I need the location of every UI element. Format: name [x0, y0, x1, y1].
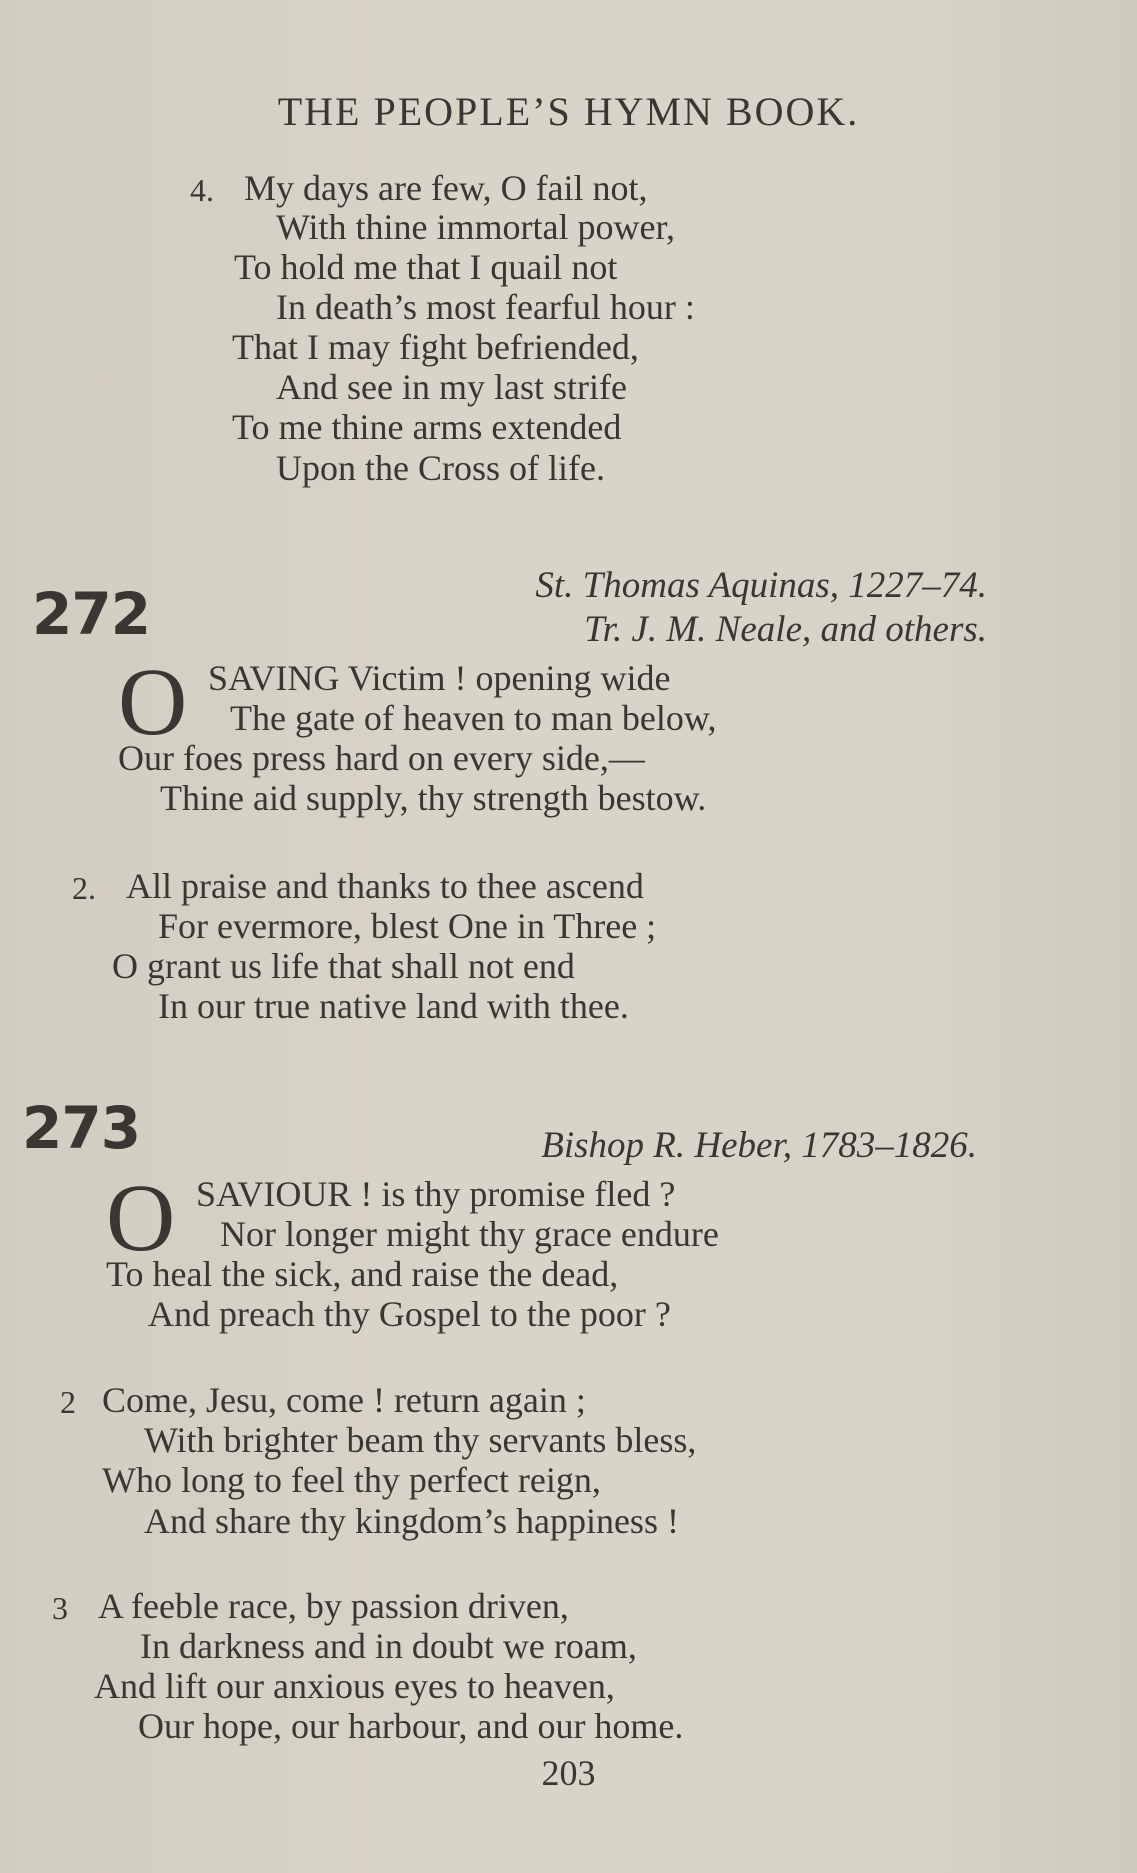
verse-number: 2 — [60, 1384, 76, 1420]
verse-number: 4. — [190, 172, 214, 208]
verse-line: Upon the Cross of life. — [276, 448, 605, 488]
verse-line: The gate of heaven to man below, — [230, 698, 717, 738]
verse-number: 3 — [52, 1590, 68, 1626]
verse-line: O grant us life that shall not end — [112, 946, 575, 986]
page-number: 203 — [541, 1753, 596, 1793]
verse-line: And preach thy Gospel to the poor ? — [148, 1294, 671, 1334]
verse-number: 2. — [72, 870, 96, 906]
verse-line: In death’s most fearful hour : — [276, 287, 695, 327]
verse-line: With thine immortal power, — [276, 207, 676, 247]
hymn-author: St. Thomas Aquinas, 1227–74. — [535, 565, 987, 606]
verse-line: In darkness and in doubt we roam, — [140, 1626, 637, 1666]
hymn-author: Bishop R. Heber, 1783–1826. — [541, 1125, 977, 1166]
drop-cap: O — [118, 648, 188, 755]
verse-line: And share thy kingdom’s happiness ! — [144, 1501, 679, 1541]
verse-line: All praise and thanks to thee ascend — [126, 866, 644, 906]
verse-line: Come, Jesu, come ! return again ; — [102, 1380, 586, 1420]
drop-cap: O — [106, 1164, 176, 1271]
verse-line: SAVIOUR ! is thy promise fled ? — [196, 1174, 676, 1214]
verse-line: With brighter beam thy servants bless, — [144, 1420, 697, 1460]
verse-line: To hold me that I quail not — [234, 247, 618, 287]
verse-line: Thine aid supply, thy strength bestow. — [160, 778, 707, 818]
verse-line: And see in my last strife — [276, 367, 627, 407]
verse-line: Who long to feel thy perfect reign, — [102, 1460, 601, 1500]
verse-line: To heal the sick, and raise the dead, — [106, 1254, 619, 1294]
hymn-number: 272 — [32, 580, 151, 648]
running-head: THE PEOPLE’S HYMN BOOK. — [277, 89, 860, 134]
verse-line: To me thine arms extended — [232, 407, 622, 447]
verse-line: My days are few, O fail not, — [244, 168, 648, 208]
verse-line: SAVING Victim ! opening wide — [208, 658, 671, 698]
verse-line: Our foes press hard on every side,— — [118, 738, 645, 778]
hymn-number: 273 — [22, 1094, 141, 1162]
verse-line: A feeble race, by passion driven, — [98, 1586, 569, 1626]
verse-line: Our hope, our harbour, and our home. — [138, 1706, 684, 1746]
verse-line: That I may fight befriended, — [232, 327, 639, 367]
verse-line: In our true native land with thee. — [158, 986, 629, 1026]
verse-line: Nor longer might thy grace endure — [220, 1214, 719, 1254]
verse-line: For evermore, blest One in Three ; — [158, 906, 657, 946]
hymn-translator: Tr. J. M. Neale, and others. — [584, 609, 987, 650]
verse-line: And lift our anxious eyes to heaven, — [94, 1666, 615, 1706]
